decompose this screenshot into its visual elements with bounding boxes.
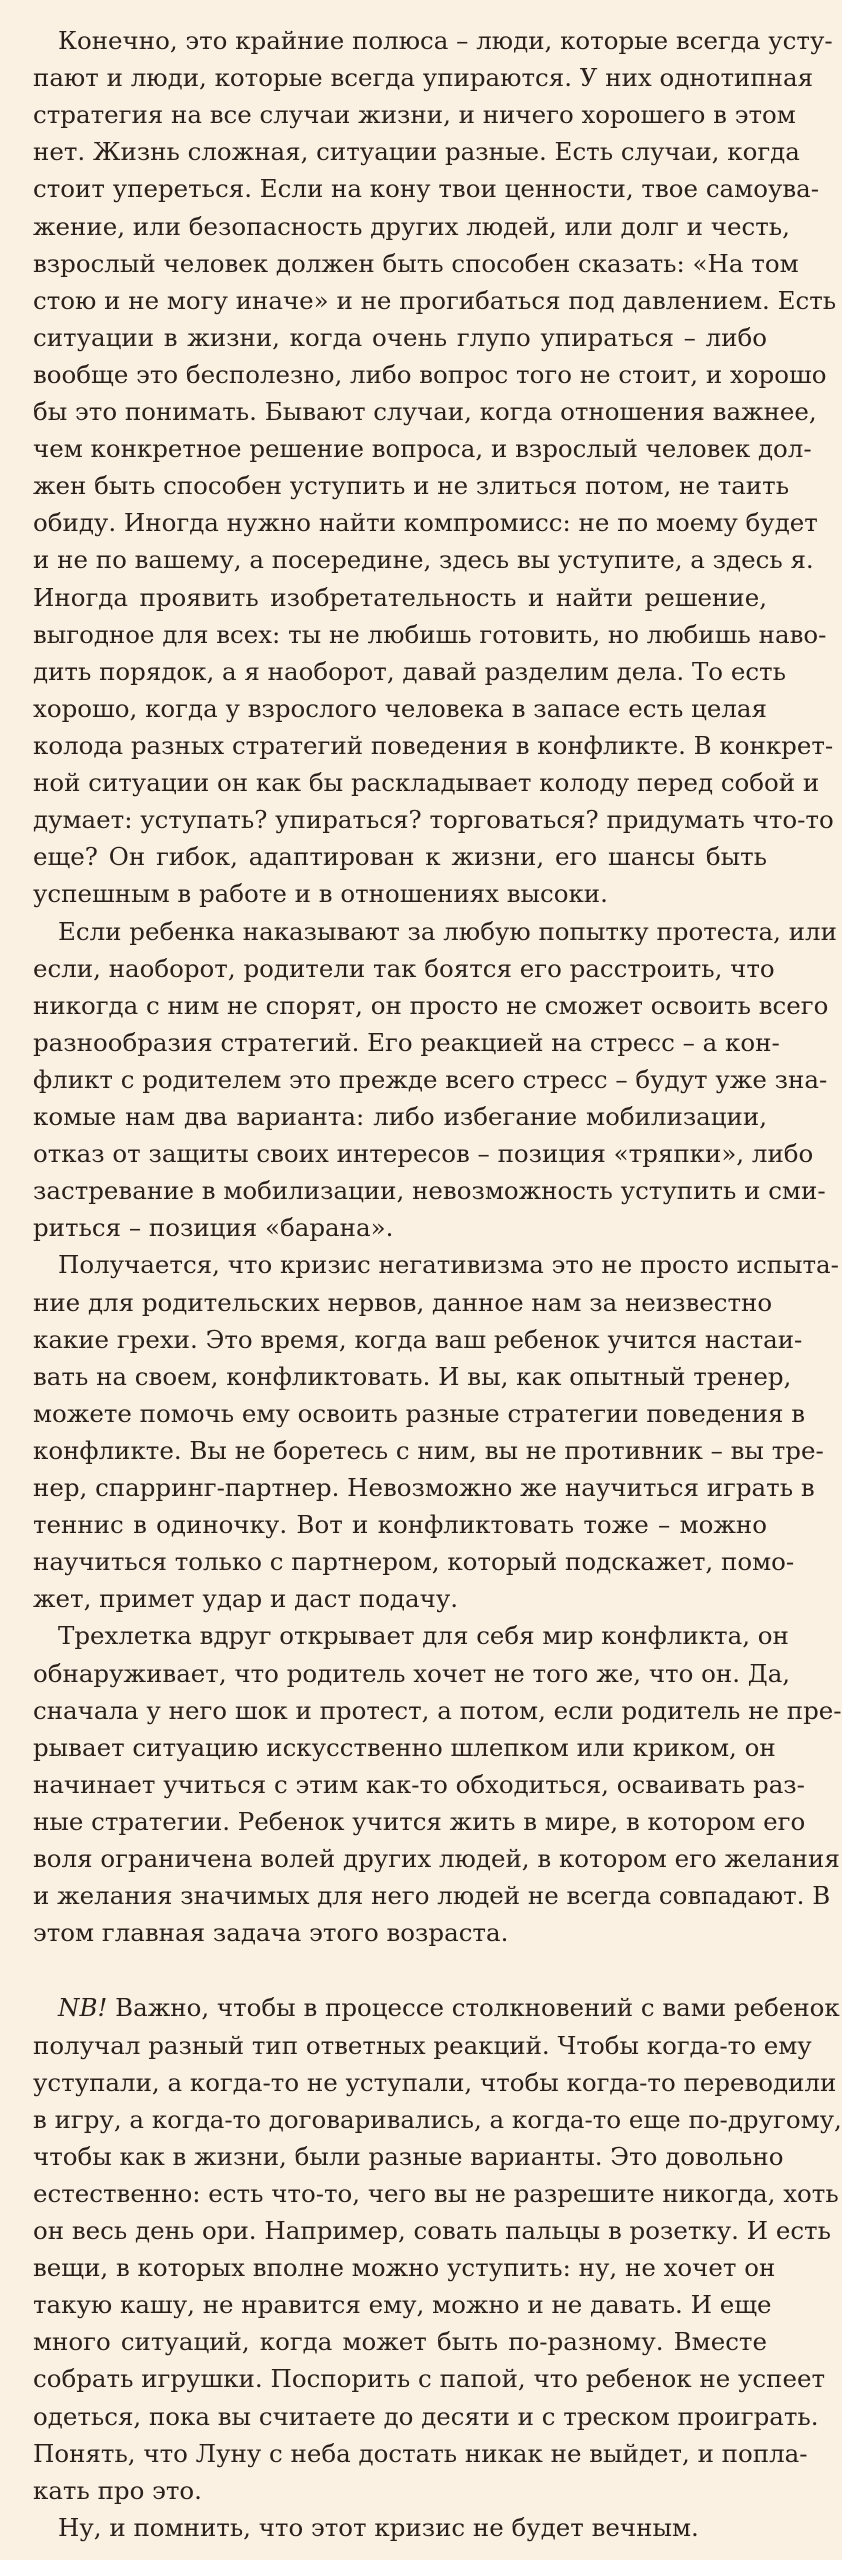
- text-line: рывает ситуацию искусственно шлепком или криком, он: [33, 1732, 776, 1762]
- text-line: чем конкретное решение вопроса, и взрослый человек дол-: [33, 434, 812, 464]
- text-line: обнаруживает, что родитель хочет не того же, что он. Да,: [33, 1658, 791, 1688]
- text-line: успешным в работе и в отношениях высоки.: [33, 879, 608, 909]
- text-line: одеться, пока вы считаете до десяти и с треском проиграть.: [33, 2401, 819, 2431]
- text-line: жет, примет удар и даст подачу.: [33, 1584, 459, 1614]
- nb-text: Важно, чтобы в процессе столкновений с вами ребенок: [115, 1993, 840, 2023]
- text-line: если, наоборот, родители так боятся его расстроить, что: [33, 953, 775, 983]
- text-line: начинает учиться с этим как-то обходиться, осваивать раз-: [33, 1769, 805, 1799]
- text-line: колода разных стратегий поведения в конфликте. В конкрет-: [33, 730, 834, 760]
- text-line: застревание в мобилизации, невозможность уступить и сми-: [33, 1176, 826, 1206]
- text-line: Получается, что кризис негативизма это не просто испыта-: [58, 1250, 839, 1280]
- text-line: еще? Он гибок, адаптирован к жизни, его шансы быть: [33, 842, 767, 872]
- text-line: ситуации в жизни, когда очень глупо упираться – либо: [33, 322, 767, 352]
- text-line: разнообразия стратегий. Его реакцией на стресс – а кон-: [33, 1027, 780, 1057]
- text-line: можете помочь ему освоить разные стратегии поведения в: [33, 1398, 806, 1428]
- text-line: научиться только с партнером, который подскажет, помо-: [33, 1547, 795, 1577]
- text-line: Трехлетка вдруг открывает для себя мир конфликта, он: [58, 1621, 789, 1651]
- text-line: такую кашу, не нравится ему, можно и не давать. И еще: [33, 2290, 772, 2320]
- text-line: никогда с ним не спорят, он просто не сможет освоить всего: [33, 990, 829, 1020]
- text-line: Если ребенка наказывают за любую попытку протеста, или: [58, 916, 837, 946]
- text-line: жение, или безопасность других людей, или долг и честь,: [33, 211, 790, 241]
- text-line: думает: уступать? упираться? торговаться? придумать что-то: [33, 805, 834, 835]
- text-line: комые нам два варианта: либо избегание мобилизации,: [33, 1102, 767, 1132]
- text-line: Иногда проявить изобретательность и найти решение,: [33, 582, 767, 612]
- text-line: и не по вашему, а посередине, здесь вы уступите, а здесь я.: [33, 545, 814, 575]
- text-line: вать на своем, конфликтовать. И вы, как опытный тренер,: [33, 1361, 792, 1391]
- text-line: естественно: есть что-то, чего вы не разрешите никогда, хоть: [33, 2178, 839, 2208]
- text-line: риться – позиция «барана».: [33, 1213, 394, 1243]
- text-line: собрать игрушки. Поспорить с папой, что ребенок не успеет: [33, 2364, 826, 2394]
- text-line: вообще это бесполезно, либо вопрос того не стоит, и хорошо: [33, 359, 827, 389]
- text-line: получал разный тип ответных реакций. Чтобы когда-то ему: [33, 2030, 812, 2060]
- text-line: Понять, что Луну с неба достать никак не выйдет, и попла-: [33, 2438, 808, 2468]
- text-line: отказ от защиты своих интересов – позиция «тряпки», либо: [33, 1139, 814, 1169]
- nb-label: NB!: [58, 1993, 108, 2023]
- text-line: какие грехи. Это время, когда ваш ребенок учится настаи-: [33, 1324, 803, 1354]
- text-line: воля ограничена волей других людей, в котором его желания: [33, 1844, 840, 1874]
- text-line: дить порядок, а я наоборот, давай разделим дела. То есть: [33, 656, 786, 686]
- text-line: выгодное для всех: ты не любишь готовить, но любишь наво-: [33, 619, 827, 649]
- text-line: нет. Жизнь сложная, ситуации разные. Есть случаи, когда: [33, 137, 800, 167]
- text-line: фликт с родителем это прежде всего стресс – будут уже зна-: [33, 1064, 828, 1094]
- text-line: жен быть способен уступить и не злиться потом, не таить: [33, 471, 790, 501]
- text-line: стоит упереться. Если на кону твои ценности, твое самоува-: [33, 174, 820, 204]
- text-line: нер, спарринг-партнер. Невозможно же научиться играть в: [33, 1473, 815, 1503]
- text-line: пают и люди, которые всегда упираются. У них однотипная: [33, 63, 814, 93]
- text-line: хорошо, когда у взрослого человека в запасе есть целая: [33, 693, 767, 723]
- text-line: ние для родительских нервов, данное нам за неизвестно: [33, 1287, 773, 1317]
- text-line: Конечно, это крайние полюса – люди, которые всегда усту-: [58, 26, 833, 55]
- text-line: он весь день ори. Например, совать пальцы в розетку. И есть: [33, 2216, 831, 2246]
- text-line: стою и не могу иначе» и не прогибаться под давлением. Есть: [33, 285, 837, 315]
- text-line: взрослый человек должен быть способен сказать: «На том: [33, 248, 799, 278]
- text-line: обиду. Иногда нужно найти компромисс: не по моему будет: [33, 508, 818, 538]
- text-line: в игру, а когда-то договаривались, а когда-то еще по-другому,: [33, 2104, 842, 2134]
- text-line: теннис в одиночку. Вот и конфликтовать тоже – можно: [33, 1510, 767, 1540]
- text-line: Ну, и помнить, что этот кризис не будет вечным.: [58, 2512, 699, 2542]
- text-line: уступали, а когда-то не уступали, чтобы когда-то переводили: [33, 2067, 837, 2097]
- text-line: и желания значимых для него людей не всегда совпадают. В: [33, 1881, 831, 1911]
- text-line: ной ситуации он как бы раскладывает колоду перед собой и: [33, 768, 820, 798]
- text-line: стратегия на все случаи жизни, и ничего хорошего в этом: [33, 100, 796, 130]
- text-line: этом главная задача этого возраста.: [33, 1918, 509, 1948]
- text-line: бы это понимать. Бывают случаи, когда отношения важнее,: [33, 397, 817, 427]
- text-line: вещи, в которых вполне можно уступить: ну, не хочет он: [33, 2253, 776, 2283]
- text-line: конфликте. Вы не боретесь с ним, вы не противник – вы тре-: [33, 1435, 824, 1465]
- text-line: ные стратегии. Ребенок учится жить в мире, в котором его: [33, 1807, 806, 1836]
- text-line: чтобы как в жизни, были разные варианты. Это довольно: [33, 2141, 784, 2171]
- text-line: сначала у него шок и протест, а потом, если родитель не пре-: [33, 1695, 842, 1725]
- text-line: много ситуаций, когда может быть по-разному. Вместе: [33, 2327, 767, 2357]
- text-line: [58, 1989, 840, 2026]
- text-line: кать про это.: [33, 2475, 202, 2505]
